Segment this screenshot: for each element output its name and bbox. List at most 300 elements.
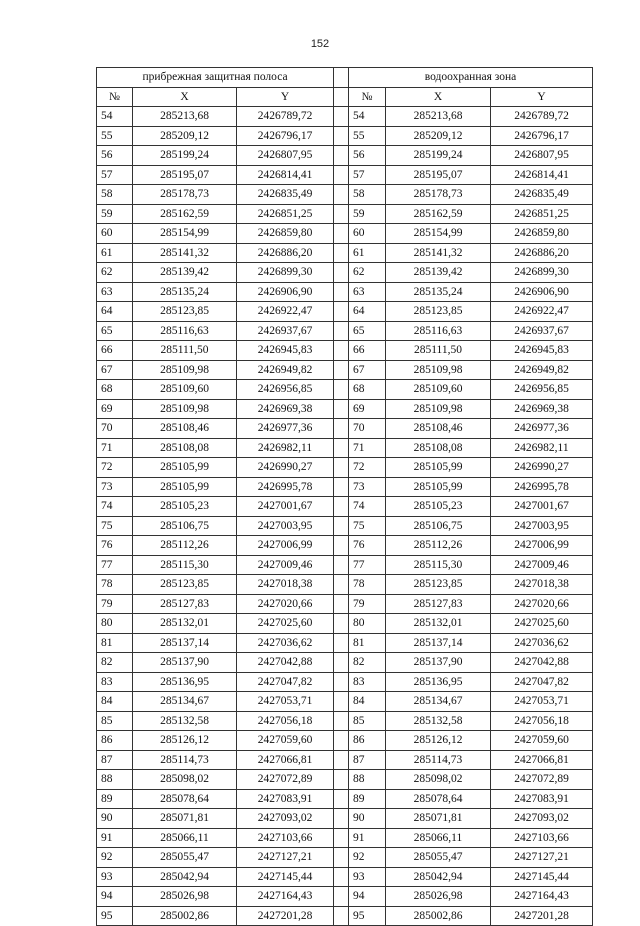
table-row — [97, 107, 593, 127]
column-gap — [334, 711, 349, 731]
column-gap — [334, 185, 349, 205]
left-x-value: 285123,85 — [133, 575, 237, 595]
left-y-header: Y — [237, 87, 334, 107]
left-point-number: 63 — [97, 282, 133, 302]
right-point-number: 95 — [349, 906, 386, 926]
left-x-value: 285109,60 — [133, 380, 237, 400]
right-y-value: 2427047,82 — [491, 672, 593, 692]
left-x-value: 285112,26 — [133, 536, 237, 556]
left-point-number: 66 — [97, 341, 133, 361]
left-y-value: 2427103,66 — [237, 828, 334, 848]
right-x-value: 285098,02 — [386, 770, 491, 790]
left-y-value: 2426982,11 — [237, 438, 334, 458]
left-y-value: 2426977,36 — [237, 419, 334, 439]
page-number: 152 — [310, 38, 330, 50]
left-x-value: 285105,23 — [133, 497, 237, 517]
table-row — [97, 185, 593, 205]
left-x-value: 285105,99 — [133, 477, 237, 497]
left-y-value: 2427006,99 — [237, 536, 334, 556]
column-gap — [334, 731, 349, 751]
left-point-number: 93 — [97, 867, 133, 887]
table-row — [97, 887, 593, 907]
right-point-number: 70 — [349, 419, 386, 439]
right-point-number: 61 — [349, 243, 386, 263]
right-y-value: 2426851,25 — [491, 204, 593, 224]
right-point-number: 84 — [349, 692, 386, 712]
left-point-number: 87 — [97, 750, 133, 770]
left-y-value: 2427093,02 — [237, 809, 334, 829]
right-y-value: 2427009,46 — [491, 555, 593, 575]
right-x-value: 285071,81 — [386, 809, 491, 829]
right-point-number: 65 — [349, 321, 386, 341]
left-y-value: 2427025,60 — [237, 614, 334, 634]
right-x-value: 285109,60 — [386, 380, 491, 400]
left-x-value: 285115,30 — [133, 555, 237, 575]
table-head — [97, 68, 593, 107]
left-y-value: 2426949,82 — [237, 360, 334, 380]
right-point-number: 79 — [349, 594, 386, 614]
table-row — [97, 867, 593, 887]
column-gap — [334, 536, 349, 556]
right-point-number: 57 — [349, 165, 386, 185]
right-point-number: 91 — [349, 828, 386, 848]
right-y-value: 2426956,85 — [491, 380, 593, 400]
left-y-value: 2427047,82 — [237, 672, 334, 692]
right-section-title: водоохранная зона — [349, 68, 593, 88]
left-point-number: 88 — [97, 770, 133, 790]
right-x-value: 285132,58 — [386, 711, 491, 731]
left-y-value: 2426906,90 — [237, 282, 334, 302]
right-y-value: 2426814,41 — [491, 165, 593, 185]
left-y-value: 2427053,71 — [237, 692, 334, 712]
left-point-number: 59 — [97, 204, 133, 224]
right-x-value: 285105,99 — [386, 458, 491, 478]
right-x-value: 285112,26 — [386, 536, 491, 556]
table-row — [97, 516, 593, 536]
column-gap — [334, 575, 349, 595]
right-x-value: 285026,98 — [386, 887, 491, 907]
right-point-number: 90 — [349, 809, 386, 829]
column-gap — [334, 341, 349, 361]
right-point-number: 64 — [349, 302, 386, 322]
column-gap — [334, 809, 349, 829]
table-row — [97, 282, 593, 302]
left-point-number: 69 — [97, 399, 133, 419]
left-point-number: 91 — [97, 828, 133, 848]
left-point-number: 85 — [97, 711, 133, 731]
left-y-value: 2427056,18 — [237, 711, 334, 731]
table-row — [97, 224, 593, 244]
left-y-value: 2427127,21 — [237, 848, 334, 868]
left-y-value: 2427059,60 — [237, 731, 334, 751]
right-point-number: 66 — [349, 341, 386, 361]
right-point-number: 59 — [349, 204, 386, 224]
column-gap — [334, 692, 349, 712]
right-x-value: 285109,98 — [386, 399, 491, 419]
left-x-value: 285123,85 — [133, 302, 237, 322]
right-y-value: 2427042,88 — [491, 653, 593, 673]
right-point-number: 85 — [349, 711, 386, 731]
right-y-value: 2427127,21 — [491, 848, 593, 868]
table-row — [97, 380, 593, 400]
left-x-value: 285108,46 — [133, 419, 237, 439]
column-gap — [334, 516, 349, 536]
right-y-value: 2427020,66 — [491, 594, 593, 614]
right-x-value: 285136,95 — [386, 672, 491, 692]
right-x-value: 285042,94 — [386, 867, 491, 887]
left-y-value: 2426945,83 — [237, 341, 334, 361]
column-gap — [334, 594, 349, 614]
right-x-value: 285162,59 — [386, 204, 491, 224]
table-row — [97, 633, 593, 653]
right-y-value: 2426982,11 — [491, 438, 593, 458]
left-x-value: 285066,11 — [133, 828, 237, 848]
column-gap — [334, 399, 349, 419]
left-y-value: 2427001,67 — [237, 497, 334, 517]
right-x-value: 285141,32 — [386, 243, 491, 263]
left-x-value: 285199,24 — [133, 146, 237, 166]
left-x-value: 285026,98 — [133, 887, 237, 907]
right-x-value: 285127,83 — [386, 594, 491, 614]
column-gap — [334, 828, 349, 848]
column-gap — [334, 789, 349, 809]
left-point-number: 60 — [97, 224, 133, 244]
left-x-value: 285126,12 — [133, 731, 237, 751]
left-y-value: 2426796,17 — [237, 126, 334, 146]
left-y-value: 2426859,80 — [237, 224, 334, 244]
right-point-number: 88 — [349, 770, 386, 790]
left-point-number: 94 — [97, 887, 133, 907]
right-x-header: X — [386, 87, 491, 107]
right-y-value: 2426886,20 — [491, 243, 593, 263]
column-gap — [334, 224, 349, 244]
right-number-header: № — [349, 87, 386, 107]
right-x-value: 285134,67 — [386, 692, 491, 712]
right-x-value: 285123,85 — [386, 575, 491, 595]
right-point-number: 89 — [349, 789, 386, 809]
right-point-number: 83 — [349, 672, 386, 692]
left-x-value: 285136,95 — [133, 672, 237, 692]
table-row — [97, 692, 593, 712]
right-x-value: 285002,86 — [386, 906, 491, 926]
right-x-value: 285199,24 — [386, 146, 491, 166]
left-y-value: 2427042,88 — [237, 653, 334, 673]
right-y-value: 2426906,90 — [491, 282, 593, 302]
left-x-value: 285109,98 — [133, 360, 237, 380]
column-gap — [334, 126, 349, 146]
right-y-value: 2427003,95 — [491, 516, 593, 536]
table-row — [97, 321, 593, 341]
right-y-value: 2427025,60 — [491, 614, 593, 634]
left-y-value: 2426899,30 — [237, 263, 334, 283]
left-point-number: 56 — [97, 146, 133, 166]
right-x-value: 285137,14 — [386, 633, 491, 653]
right-point-number: 55 — [349, 126, 386, 146]
left-point-number: 95 — [97, 906, 133, 926]
left-x-value: 285116,63 — [133, 321, 237, 341]
right-x-value: 285139,42 — [386, 263, 491, 283]
right-x-value: 285132,01 — [386, 614, 491, 634]
left-y-value: 2426995,78 — [237, 477, 334, 497]
left-section-title: прибрежная защитная полоса — [97, 68, 334, 88]
right-y-value: 2426995,78 — [491, 477, 593, 497]
right-point-number: 93 — [349, 867, 386, 887]
table-row — [97, 243, 593, 263]
right-x-value: 285114,73 — [386, 750, 491, 770]
right-x-value: 285213,68 — [386, 107, 491, 127]
right-x-value: 285116,63 — [386, 321, 491, 341]
table-row — [97, 789, 593, 809]
right-x-value: 285066,11 — [386, 828, 491, 848]
column-gap — [334, 165, 349, 185]
right-y-value: 2427036,62 — [491, 633, 593, 653]
column-gap — [334, 146, 349, 166]
left-y-value: 2427201,28 — [237, 906, 334, 926]
column-gap — [334, 770, 349, 790]
left-y-value: 2426969,38 — [237, 399, 334, 419]
right-x-value: 285209,12 — [386, 126, 491, 146]
right-x-value: 285135,24 — [386, 282, 491, 302]
left-x-value: 285162,59 — [133, 204, 237, 224]
table-row — [97, 146, 593, 166]
right-x-value: 285178,73 — [386, 185, 491, 205]
table-row — [97, 399, 593, 419]
column-gap — [334, 672, 349, 692]
right-x-value: 285195,07 — [386, 165, 491, 185]
left-x-value: 285139,42 — [133, 263, 237, 283]
table-row — [97, 828, 593, 848]
column-gap — [334, 477, 349, 497]
right-x-value: 285109,98 — [386, 360, 491, 380]
right-point-number: 74 — [349, 497, 386, 517]
left-point-number: 83 — [97, 672, 133, 692]
right-point-number: 60 — [349, 224, 386, 244]
right-y-value: 2427056,18 — [491, 711, 593, 731]
left-point-number: 64 — [97, 302, 133, 322]
table-row — [97, 731, 593, 751]
table-row — [97, 302, 593, 322]
table-row — [97, 575, 593, 595]
left-y-value: 2426956,85 — [237, 380, 334, 400]
right-point-number: 81 — [349, 633, 386, 653]
left-point-number: 75 — [97, 516, 133, 536]
column-gap — [334, 419, 349, 439]
left-point-number: 65 — [97, 321, 133, 341]
left-y-value: 2427145,44 — [237, 867, 334, 887]
table-row — [97, 594, 593, 614]
right-point-number: 67 — [349, 360, 386, 380]
left-x-value: 285055,47 — [133, 848, 237, 868]
left-y-value: 2426922,47 — [237, 302, 334, 322]
left-point-number: 54 — [97, 107, 133, 127]
left-y-value: 2427020,66 — [237, 594, 334, 614]
right-y-value: 2427053,71 — [491, 692, 593, 712]
right-point-number: 69 — [349, 399, 386, 419]
left-x-value: 285154,99 — [133, 224, 237, 244]
left-y-value: 2426851,25 — [237, 204, 334, 224]
table-row — [97, 126, 593, 146]
column-header-row — [97, 87, 593, 107]
left-y-value: 2427018,38 — [237, 575, 334, 595]
right-y-value: 2426949,82 — [491, 360, 593, 380]
right-point-number: 87 — [349, 750, 386, 770]
right-point-number: 77 — [349, 555, 386, 575]
left-point-number: 71 — [97, 438, 133, 458]
right-point-number: 62 — [349, 263, 386, 283]
left-point-number: 92 — [97, 848, 133, 868]
right-y-value: 2426899,30 — [491, 263, 593, 283]
right-y-value: 2426937,67 — [491, 321, 593, 341]
left-point-number: 90 — [97, 809, 133, 829]
right-y-value: 2427059,60 — [491, 731, 593, 751]
left-x-value: 285137,14 — [133, 633, 237, 653]
left-x-header: X — [133, 87, 237, 107]
left-point-number: 68 — [97, 380, 133, 400]
right-x-value: 285126,12 — [386, 731, 491, 751]
right-x-value: 285154,99 — [386, 224, 491, 244]
table-row — [97, 672, 593, 692]
left-x-value: 285141,32 — [133, 243, 237, 263]
table-row — [97, 809, 593, 829]
left-point-number: 82 — [97, 653, 133, 673]
right-point-number: 75 — [349, 516, 386, 536]
left-y-value: 2427164,43 — [237, 887, 334, 907]
section-title-row — [97, 68, 593, 88]
column-gap — [334, 438, 349, 458]
left-point-number: 89 — [97, 789, 133, 809]
right-x-value: 285115,30 — [386, 555, 491, 575]
right-y-value: 2427145,44 — [491, 867, 593, 887]
left-point-number: 62 — [97, 263, 133, 283]
left-point-number: 72 — [97, 458, 133, 478]
table-row — [97, 419, 593, 439]
left-x-value: 285042,94 — [133, 867, 237, 887]
table-row — [97, 848, 593, 868]
right-y-value: 2426796,17 — [491, 126, 593, 146]
left-y-value: 2426814,41 — [237, 165, 334, 185]
left-point-number: 84 — [97, 692, 133, 712]
left-point-number: 61 — [97, 243, 133, 263]
right-point-number: 92 — [349, 848, 386, 868]
table-row — [97, 204, 593, 224]
column-gap — [334, 750, 349, 770]
column-gap — [334, 458, 349, 478]
table-row — [97, 263, 593, 283]
left-x-value: 285178,73 — [133, 185, 237, 205]
left-point-number: 77 — [97, 555, 133, 575]
left-point-number: 57 — [97, 165, 133, 185]
left-x-value: 285002,86 — [133, 906, 237, 926]
column-gap — [334, 87, 349, 107]
right-x-value: 285123,85 — [386, 302, 491, 322]
left-point-number: 70 — [97, 419, 133, 439]
left-x-value: 285106,75 — [133, 516, 237, 536]
right-point-number: 71 — [349, 438, 386, 458]
column-gap — [334, 360, 349, 380]
right-x-value: 285105,23 — [386, 497, 491, 517]
left-y-value: 2427066,81 — [237, 750, 334, 770]
table-row — [97, 165, 593, 185]
left-y-value: 2427009,46 — [237, 555, 334, 575]
left-y-value: 2426886,20 — [237, 243, 334, 263]
right-point-number: 76 — [349, 536, 386, 556]
left-x-value: 285135,24 — [133, 282, 237, 302]
right-y-value: 2427072,89 — [491, 770, 593, 790]
left-x-value: 285132,01 — [133, 614, 237, 634]
left-x-value: 285209,12 — [133, 126, 237, 146]
right-x-value: 285106,75 — [386, 516, 491, 536]
right-y-value: 2427066,81 — [491, 750, 593, 770]
left-y-value: 2426990,27 — [237, 458, 334, 478]
table-row — [97, 653, 593, 673]
table-row — [97, 360, 593, 380]
right-x-value: 285137,90 — [386, 653, 491, 673]
right-x-value: 285105,99 — [386, 477, 491, 497]
table-row — [97, 906, 593, 926]
column-gap — [334, 614, 349, 634]
left-point-number: 79 — [97, 594, 133, 614]
right-point-number: 54 — [349, 107, 386, 127]
right-point-number: 72 — [349, 458, 386, 478]
column-gap — [334, 321, 349, 341]
right-x-value: 285111,50 — [386, 341, 491, 361]
left-point-number: 80 — [97, 614, 133, 634]
right-point-number: 58 — [349, 185, 386, 205]
left-point-number: 73 — [97, 477, 133, 497]
left-number-header: № — [97, 87, 133, 107]
table-row — [97, 750, 593, 770]
table-row — [97, 341, 593, 361]
column-gap — [334, 204, 349, 224]
left-y-value: 2426937,67 — [237, 321, 334, 341]
left-y-value: 2427072,89 — [237, 770, 334, 790]
table-row — [97, 614, 593, 634]
right-y-value: 2427103,66 — [491, 828, 593, 848]
right-y-value: 2427001,67 — [491, 497, 593, 517]
right-x-value: 285055,47 — [386, 848, 491, 868]
right-point-number: 86 — [349, 731, 386, 751]
table-row — [97, 555, 593, 575]
right-point-number: 82 — [349, 653, 386, 673]
left-x-value: 285109,98 — [133, 399, 237, 419]
column-gap — [334, 282, 349, 302]
left-point-number: 74 — [97, 497, 133, 517]
right-y-value: 2427093,02 — [491, 809, 593, 829]
right-x-value: 285108,08 — [386, 438, 491, 458]
column-gap — [334, 302, 349, 322]
right-y-value: 2426807,95 — [491, 146, 593, 166]
table-row — [97, 438, 593, 458]
coordinates-table — [96, 67, 593, 926]
left-point-number: 81 — [97, 633, 133, 653]
right-y-value: 2426969,38 — [491, 399, 593, 419]
column-gap — [334, 497, 349, 517]
right-point-number: 94 — [349, 887, 386, 907]
right-y-value: 2426990,27 — [491, 458, 593, 478]
column-gap — [334, 887, 349, 907]
left-x-value: 285195,07 — [133, 165, 237, 185]
right-point-number: 56 — [349, 146, 386, 166]
right-x-value: 285078,64 — [386, 789, 491, 809]
right-y-value: 2426922,47 — [491, 302, 593, 322]
left-x-value: 285111,50 — [133, 341, 237, 361]
right-x-value: 285108,46 — [386, 419, 491, 439]
left-point-number: 67 — [97, 360, 133, 380]
right-point-number: 63 — [349, 282, 386, 302]
left-x-value: 285132,58 — [133, 711, 237, 731]
table-row — [97, 536, 593, 556]
right-point-number: 80 — [349, 614, 386, 634]
